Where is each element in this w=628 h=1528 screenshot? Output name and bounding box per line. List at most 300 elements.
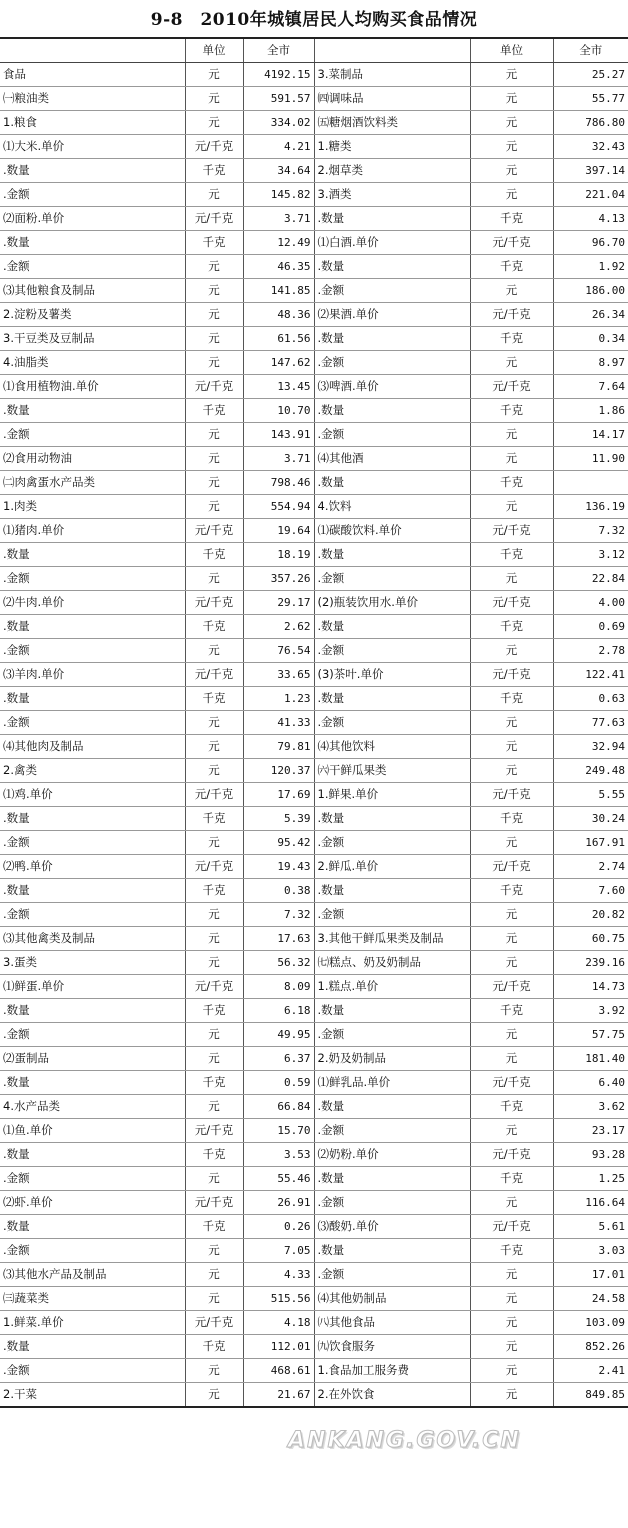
right-item-cell: 1.糕点.单价 [314,975,470,999]
right-unit-cell: 元 [470,639,553,663]
right-item-cell: ㈥干鲜瓜果类 [314,759,470,783]
left-value-cell: 515.56 [243,1287,314,1311]
right-value-cell: 5.55 [553,783,628,807]
left-unit-cell: 元 [185,1263,243,1287]
right-unit-cell: 元/千克 [470,375,553,399]
left-value-cell: 56.32 [243,951,314,975]
right-item-cell: .金额 [314,423,470,447]
right-unit-cell: 元 [470,1023,553,1047]
left-unit-cell: 元 [185,567,243,591]
left-unit-cell: 元 [185,951,243,975]
right-item-cell: ⑴白酒.单价 [314,231,470,255]
left-unit-cell: 元 [185,423,243,447]
right-unit-cell: 千克 [470,255,553,279]
table-row [0,903,628,927]
left-value-cell: 8.09 [243,975,314,999]
right-value-cell: 8.97 [553,351,628,375]
left-value-cell: 3.53 [243,1143,314,1167]
left-value-cell: 29.17 [243,591,314,615]
right-item-cell: 2.在外饮食 [314,1383,470,1408]
left-unit-cell: 千克 [185,231,243,255]
right-value-cell: 17.01 [553,1263,628,1287]
table-row [0,639,628,663]
right-value-cell: 116.64 [553,1191,628,1215]
right-unit-cell: 元 [470,135,553,159]
left-unit-cell: 千克 [185,543,243,567]
left-value-cell: 147.62 [243,351,314,375]
table-row [0,1359,628,1383]
table-row [0,855,628,879]
right-item-cell: .数量 [314,879,470,903]
right-item-cell: .金额 [314,1119,470,1143]
left-value-cell: 12.49 [243,231,314,255]
right-item-cell: .金额 [314,279,470,303]
right-item-cell: 3.酒类 [314,183,470,207]
left-unit-cell: 元 [185,111,243,135]
right-item-cell: .金额 [314,903,470,927]
left-value-cell: 468.61 [243,1359,314,1383]
right-item-cell: .数量 [314,399,470,423]
right-item-cell: .数量 [314,615,470,639]
right-value-cell: 3.03 [553,1239,628,1263]
left-unit-cell: 元 [185,495,243,519]
right-value-cell: 186.00 [553,279,628,303]
right-unit-cell: 元 [470,831,553,855]
table-row [0,135,628,159]
left-unit-cell: 元 [185,1047,243,1071]
right-item-cell: 1.鲜果.单价 [314,783,470,807]
right-unit-cell: 元 [470,1047,553,1071]
left-unit-cell: 元/千克 [185,207,243,231]
left-item-cell: .数量 [0,543,185,567]
left-item-cell: ⑴鸡.单价 [0,783,185,807]
left-unit-cell: 元 [185,759,243,783]
right-value-cell: 239.16 [553,951,628,975]
table-row [0,375,628,399]
left-value-cell: 19.64 [243,519,314,543]
table-row [0,615,628,639]
left-unit-cell: 元 [185,1023,243,1047]
right-item-cell: .数量 [314,1239,470,1263]
right-value-cell: 2.78 [553,639,628,663]
left-item-cell: .金额 [0,567,185,591]
right-value-cell: 221.04 [553,183,628,207]
left-item-cell: ⑴鲜蛋.单价 [0,975,185,999]
table-row [0,1215,628,1239]
right-unit-cell: 元 [470,423,553,447]
right-item-cell: .金额 [314,831,470,855]
left-unit-cell: 千克 [185,615,243,639]
table-row [0,519,628,543]
left-value-cell: 5.39 [243,807,314,831]
right-item-cell: .金额 [314,639,470,663]
left-item-cell: .数量 [0,1335,185,1359]
left-unit-cell: 元 [185,303,243,327]
left-value-cell: 145.82 [243,183,314,207]
right-value-cell: 4.13 [553,207,628,231]
right-value-cell: 122.41 [553,663,628,687]
table-row [0,1335,628,1359]
right-item-cell: ⑵奶粉.单价 [314,1143,470,1167]
table-row [0,807,628,831]
right-unit-cell: 元 [470,63,553,87]
right-value-cell: 849.85 [553,1383,628,1408]
left-item-cell: ㈡肉禽蛋水产品类 [0,471,185,495]
right-unit-cell: 元 [470,87,553,111]
table-row [0,111,628,135]
right-item-cell: .金额 [314,711,470,735]
right-value-cell: 20.82 [553,903,628,927]
right-value-cell: 55.77 [553,87,628,111]
left-value-cell: 143.91 [243,423,314,447]
left-item-cell: ⑶其他粮食及制品 [0,279,185,303]
left-item-cell: ⑵牛肉.单价 [0,591,185,615]
left-unit-cell: 千克 [185,999,243,1023]
right-item-cell: ⑴碳酸饮料.单价 [314,519,470,543]
right-value-cell: 25.27 [553,63,628,87]
left-item-cell: .金额 [0,1359,185,1383]
right-value-cell: 167.91 [553,831,628,855]
right-unit-cell: 元 [470,1263,553,1287]
left-value-cell: 4.21 [243,135,314,159]
right-value-cell: 26.34 [553,303,628,327]
right-item-cell: 4.饮料 [314,495,470,519]
table-row [0,63,628,87]
left-unit-cell: 千克 [185,1143,243,1167]
right-item-cell: 2.奶及奶制品 [314,1047,470,1071]
left-item-cell: 1.肉类 [0,495,185,519]
table-row [0,1095,628,1119]
right-value-cell: 852.26 [553,1335,628,1359]
left-item-cell: .金额 [0,1167,185,1191]
left-unit-cell: 元/千克 [185,135,243,159]
right-value-cell: 32.94 [553,735,628,759]
right-value-cell: 77.63 [553,711,628,735]
right-value-cell: 1.25 [553,1167,628,1191]
left-item-cell: .金额 [0,255,185,279]
right-value-cell: 1.86 [553,399,628,423]
right-value-cell: 7.32 [553,519,628,543]
right-value-cell [553,471,628,495]
table-row [0,543,628,567]
left-unit-cell: 元 [185,639,243,663]
right-unit-cell: 元 [470,495,553,519]
left-unit-cell: 元/千克 [185,1119,243,1143]
table-row [0,927,628,951]
right-item-cell: ㈨饮食服务 [314,1335,470,1359]
header-item-right [314,38,470,63]
right-item-cell: .数量 [314,327,470,351]
table-row [0,591,628,615]
right-item-cell: 2.鲜瓜.单价 [314,855,470,879]
left-unit-cell: 千克 [185,1071,243,1095]
table-row [0,663,628,687]
left-item-cell: ⑶羊肉.单价 [0,663,185,687]
table-row [0,1383,628,1408]
right-value-cell: 6.40 [553,1071,628,1095]
left-value-cell: 6.37 [243,1047,314,1071]
left-value-cell: 4192.15 [243,63,314,87]
right-item-cell: ⑶啤酒.单价 [314,375,470,399]
left-value-cell: 4.33 [243,1263,314,1287]
left-unit-cell: 元/千克 [185,375,243,399]
right-unit-cell: 元/千克 [470,663,553,687]
table-row [0,1287,628,1311]
header-total-left: 全市 [243,38,314,63]
left-item-cell: .金额 [0,183,185,207]
left-unit-cell: 元/千克 [185,1191,243,1215]
left-item-cell: .数量 [0,159,185,183]
table-header-row [0,38,628,63]
right-value-cell: 3.62 [553,1095,628,1119]
left-item-cell: .数量 [0,807,185,831]
left-item-cell: 4.水产品类 [0,1095,185,1119]
left-value-cell: 21.67 [243,1383,314,1408]
left-unit-cell: 元 [185,927,243,951]
table-row [0,951,628,975]
right-item-cell: .金额 [314,1191,470,1215]
right-item-cell: .数量 [314,543,470,567]
left-unit-cell: 千克 [185,807,243,831]
right-unit-cell: 元/千克 [470,1071,553,1095]
right-item-cell: 2.烟草类 [314,159,470,183]
right-item-cell: ㈣调味品 [314,87,470,111]
table-row [0,1047,628,1071]
left-item-cell: ⑴猪肉.单价 [0,519,185,543]
table-row [0,327,628,351]
left-item-cell: .金额 [0,831,185,855]
left-value-cell: 26.91 [243,1191,314,1215]
right-unit-cell: 千克 [470,879,553,903]
right-unit-cell: 千克 [470,207,553,231]
left-item-cell: 1.鲜菜.单价 [0,1311,185,1335]
right-item-cell: .数量 [314,687,470,711]
right-value-cell: 11.90 [553,447,628,471]
left-item-cell: 食品 [0,63,185,87]
right-value-cell: 249.48 [553,759,628,783]
left-unit-cell: 元/千克 [185,519,243,543]
right-item-cell: 1.糖类 [314,135,470,159]
right-unit-cell: 元 [470,279,553,303]
right-unit-cell: 元 [470,447,553,471]
left-unit-cell: 千克 [185,1335,243,1359]
left-item-cell: ⑵面粉.单价 [0,207,185,231]
right-unit-cell: 元/千克 [470,1143,553,1167]
right-unit-cell: 元/千克 [470,855,553,879]
left-item-cell: 1.粮食 [0,111,185,135]
right-value-cell: 14.73 [553,975,628,999]
right-unit-cell: 千克 [470,999,553,1023]
left-item-cell: .金额 [0,711,185,735]
left-item-cell: 4.油脂类 [0,351,185,375]
right-item-cell: (2)瓶装饮用水.单价 [314,591,470,615]
left-value-cell: 2.62 [243,615,314,639]
left-value-cell: 34.64 [243,159,314,183]
left-unit-cell: 元 [185,1287,243,1311]
right-item-cell: (3)茶叶.单价 [314,663,470,687]
left-value-cell: 19.43 [243,855,314,879]
site-watermark: ANKANG.GOV.CN [288,1428,521,1453]
table-row [0,999,628,1023]
right-item-cell: .数量 [314,1167,470,1191]
right-value-cell: 4.00 [553,591,628,615]
left-unit-cell: 元 [185,447,243,471]
table-row [0,1263,628,1287]
table-row [0,1239,628,1263]
left-unit-cell: 元/千克 [185,783,243,807]
right-item-cell: .数量 [314,1095,470,1119]
right-unit-cell: 元 [470,735,553,759]
left-item-cell: ⑴食用植物油.单价 [0,375,185,399]
left-value-cell: 4.18 [243,1311,314,1335]
right-item-cell: ⑶酸奶.单价 [314,1215,470,1239]
right-value-cell: 181.40 [553,1047,628,1071]
right-value-cell: 0.34 [553,327,628,351]
right-value-cell: 60.75 [553,927,628,951]
right-unit-cell: 元/千克 [470,783,553,807]
left-unit-cell: 元/千克 [185,591,243,615]
left-value-cell: 95.42 [243,831,314,855]
right-unit-cell: 元/千克 [470,303,553,327]
right-item-cell: .数量 [314,807,470,831]
table-row [0,351,628,375]
right-unit-cell: 元/千克 [470,231,553,255]
left-item-cell: 3.干豆类及豆制品 [0,327,185,351]
table-row [0,975,628,999]
right-item-cell: .金额 [314,1023,470,1047]
right-unit-cell: 元 [470,1119,553,1143]
table-row [0,711,628,735]
right-unit-cell: 元 [470,927,553,951]
right-item-cell: ㈧其他食品 [314,1311,470,1335]
right-value-cell: 2.41 [553,1359,628,1383]
left-item-cell: ㈠粮油类 [0,87,185,111]
right-item-cell: ⑷其他饮料 [314,735,470,759]
left-value-cell: 41.33 [243,711,314,735]
left-item-cell: .金额 [0,1023,185,1047]
left-item-cell: ㈢蔬菜类 [0,1287,185,1311]
left-item-cell: .数量 [0,399,185,423]
right-value-cell: 24.58 [553,1287,628,1311]
left-unit-cell: 元/千克 [185,975,243,999]
table-row [0,1023,628,1047]
left-item-cell: .数量 [0,879,185,903]
table-row [0,423,628,447]
left-value-cell: 55.46 [243,1167,314,1191]
left-value-cell: 79.81 [243,735,314,759]
left-value-cell: 76.54 [243,639,314,663]
right-item-cell: .金额 [314,351,470,375]
left-unit-cell: 元 [185,87,243,111]
right-value-cell: 57.75 [553,1023,628,1047]
right-item-cell: .金额 [314,1263,470,1287]
right-item-cell: .数量 [314,471,470,495]
left-value-cell: 18.19 [243,543,314,567]
right-value-cell: 93.28 [553,1143,628,1167]
right-value-cell: 3.92 [553,999,628,1023]
left-item-cell: ⑴大米.单价 [0,135,185,159]
left-item-cell: .数量 [0,231,185,255]
right-unit-cell: 元 [470,1191,553,1215]
table-row [0,879,628,903]
left-value-cell: 112.01 [243,1335,314,1359]
table-row [0,1143,628,1167]
table-row [0,783,628,807]
left-unit-cell: 千克 [185,879,243,903]
right-unit-cell: 千克 [470,1239,553,1263]
right-unit-cell: 元 [470,903,553,927]
table-row [0,87,628,111]
left-value-cell: 33.65 [243,663,314,687]
left-unit-cell: 元 [185,327,243,351]
right-item-cell: 3.其他干鲜瓜果类及制品 [314,927,470,951]
table-row [0,207,628,231]
right-value-cell: 22.84 [553,567,628,591]
left-item-cell: .数量 [0,615,185,639]
left-value-cell: 591.57 [243,87,314,111]
right-item-cell: ⑷其他奶制品 [314,1287,470,1311]
right-unit-cell: 千克 [470,1095,553,1119]
left-unit-cell: 元 [185,903,243,927]
left-unit-cell: 元 [185,255,243,279]
right-value-cell: 96.70 [553,231,628,255]
right-value-cell: 0.63 [553,687,628,711]
header-unit-right: 单位 [470,38,553,63]
left-value-cell: 61.56 [243,327,314,351]
left-item-cell: ⑵食用动物油 [0,447,185,471]
left-unit-cell: 元 [185,831,243,855]
right-unit-cell: 元 [470,159,553,183]
left-item-cell: 2.干菜 [0,1383,185,1408]
left-unit-cell: 千克 [185,1215,243,1239]
right-item-cell: ㈦糕点、奶及奶制品 [314,951,470,975]
left-value-cell: 3.71 [243,447,314,471]
header-unit-left: 单位 [185,38,243,63]
left-value-cell: 13.45 [243,375,314,399]
left-item-cell: .数量 [0,1215,185,1239]
left-value-cell: 6.18 [243,999,314,1023]
right-unit-cell: 千克 [470,615,553,639]
left-value-cell: 0.59 [243,1071,314,1095]
left-item-cell: .金额 [0,423,185,447]
right-item-cell: .金额 [314,567,470,591]
table-row [0,1119,628,1143]
table-row [0,1167,628,1191]
left-item-cell: .金额 [0,1239,185,1263]
right-item-cell: .数量 [314,999,470,1023]
left-unit-cell: 千克 [185,687,243,711]
left-unit-cell: 元 [185,183,243,207]
right-value-cell: 1.92 [553,255,628,279]
right-value-cell: 136.19 [553,495,628,519]
right-value-cell: 30.24 [553,807,628,831]
right-unit-cell: 元/千克 [470,591,553,615]
table-row [0,1311,628,1335]
left-item-cell: ⑶其他禽类及制品 [0,927,185,951]
right-unit-cell: 元 [470,711,553,735]
left-unit-cell: 元 [185,1239,243,1263]
header-item-left [0,38,185,63]
right-unit-cell: 元 [470,1359,553,1383]
table-row [0,231,628,255]
right-unit-cell: 千克 [470,327,553,351]
left-unit-cell: 元 [185,1383,243,1408]
left-value-cell: 334.02 [243,111,314,135]
left-value-cell: 48.36 [243,303,314,327]
left-value-cell: 15.70 [243,1119,314,1143]
left-item-cell: .金额 [0,903,185,927]
right-unit-cell: 千克 [470,1167,553,1191]
